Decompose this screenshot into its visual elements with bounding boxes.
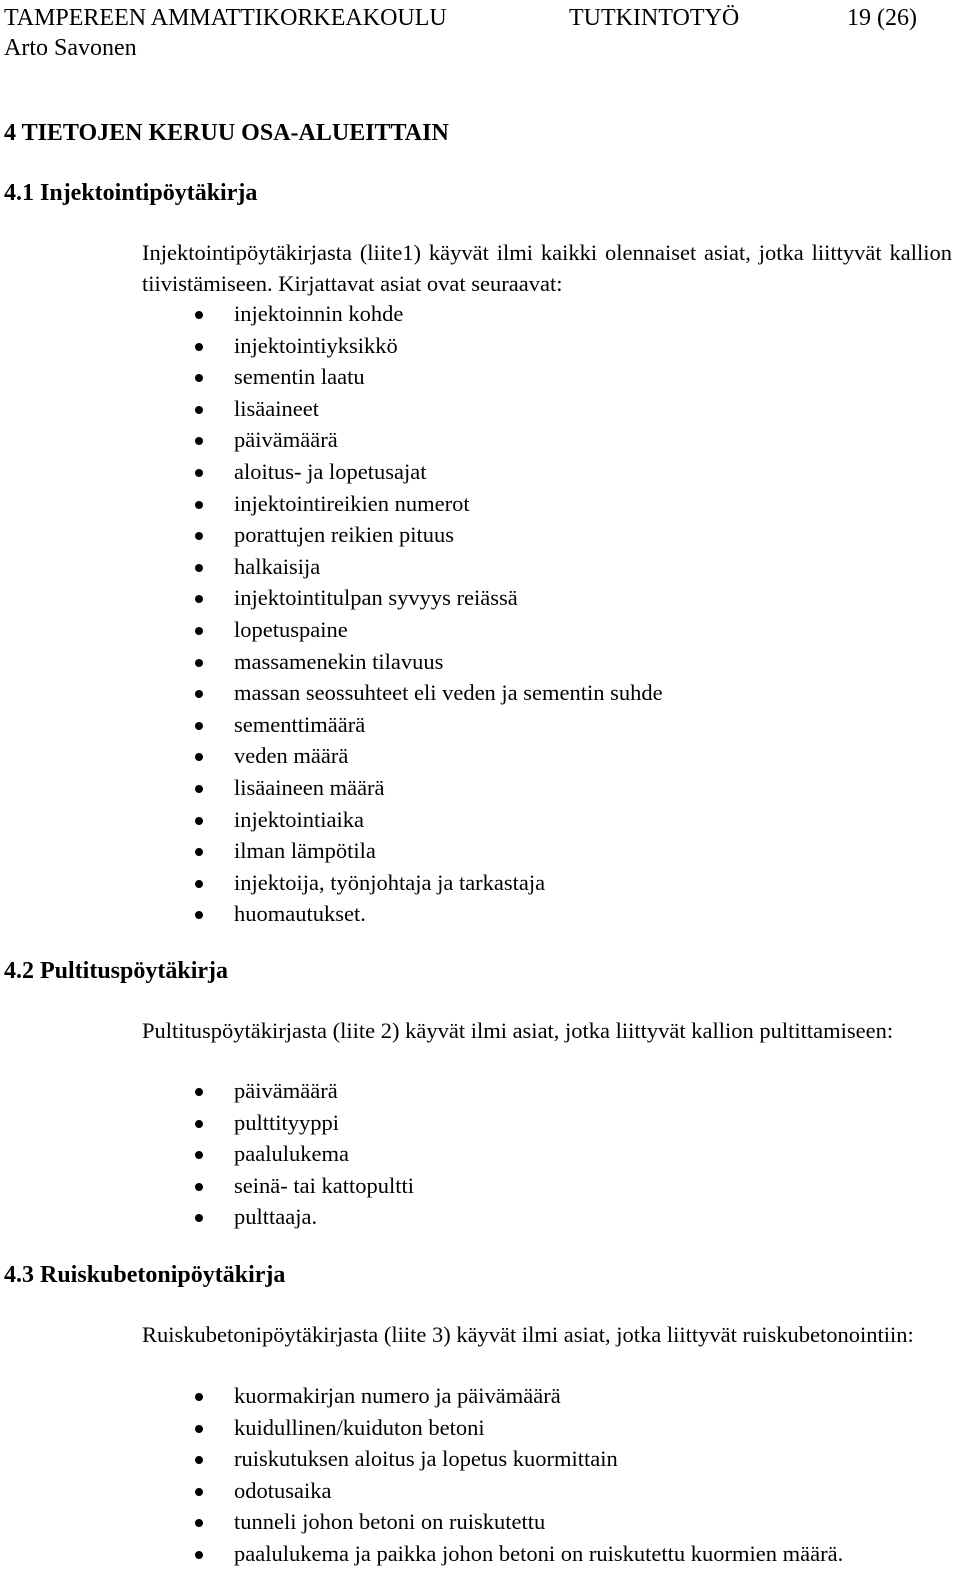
list-item bbox=[142, 804, 663, 836]
list-item-text: päivämäärä bbox=[234, 1078, 338, 1103]
bullet-icon bbox=[195, 1088, 203, 1096]
list-item bbox=[142, 709, 663, 741]
list-item-text: sementtimäärä bbox=[234, 711, 366, 737]
list-item bbox=[142, 393, 663, 425]
bullet-icon bbox=[195, 880, 203, 888]
list-item bbox=[142, 361, 663, 393]
list-item bbox=[142, 1506, 843, 1538]
section-heading-injektointi: 4.1 Injektointipöytäkirja bbox=[4, 180, 258, 206]
list-item-text: odotusaika bbox=[234, 1477, 332, 1503]
list-item-text: seinä- tai kattopultti bbox=[234, 1172, 414, 1198]
list-item bbox=[142, 582, 663, 614]
bullet-icon bbox=[195, 1393, 203, 1401]
section-paragraph-injektointi: Injektointipöytäkirjasta (liite1) käyvät ilmi kaikki olennaiset asiat, jotka liittyvät kallion tiivistämiseen. Kirjattavat asiat ovat seuraavat: bbox=[142, 240, 952, 296]
list-item-text: injektoija, työnjohtaja ja tarkastaja bbox=[234, 869, 546, 895]
list-item bbox=[142, 1170, 414, 1202]
list-item-text: kuidullinen/kuiduton betoni bbox=[234, 1414, 485, 1440]
list-item bbox=[142, 298, 663, 330]
list-item-text: lopetuspaine bbox=[234, 616, 348, 642]
list-item-text: paalulukema ja paikka johon betoni on ruiskutettu kuormien määrä. bbox=[234, 1540, 844, 1566]
bullet-list-injektointi bbox=[142, 298, 663, 930]
list-item-text: injektointireikien numerot bbox=[234, 490, 470, 516]
list-item bbox=[142, 551, 663, 583]
list-item bbox=[142, 1538, 843, 1570]
list-item bbox=[142, 519, 663, 551]
bullet-icon bbox=[195, 343, 203, 351]
bullet-icon bbox=[195, 753, 203, 761]
list-item-text: ruiskutuksen aloitus ja lopetus kuormittain bbox=[234, 1446, 618, 1472]
list-item-text: injektointitulpan syvyys reiässä bbox=[234, 585, 518, 611]
bullet-icon bbox=[195, 1183, 203, 1191]
list-item-text: aloitus- ja lopetusajat bbox=[234, 458, 427, 484]
section-heading-pultitus: 4.2 Pultituspöytäkirja bbox=[4, 958, 229, 984]
section-paragraph-ruiskubetoni: Ruiskubetonipöytäkirjasta (liite 3) käyvät ilmi asiat, jotka liittyvät ruiskubetonointiin: bbox=[142, 1322, 914, 1347]
list-item bbox=[142, 1412, 843, 1444]
bullet-icon bbox=[195, 564, 203, 572]
header-page-number: 19 (26) bbox=[847, 5, 917, 31]
list-item-text: ilman lämpötila bbox=[234, 838, 376, 864]
list-item-text: halkaisija bbox=[234, 553, 321, 579]
bullet-icon bbox=[195, 911, 203, 919]
bullet-icon bbox=[195, 1425, 203, 1433]
bullet-icon bbox=[195, 627, 203, 635]
list-item bbox=[142, 1107, 414, 1139]
list-item-text: päivämäärä bbox=[234, 427, 338, 453]
bullet-icon bbox=[195, 817, 203, 825]
list-item bbox=[142, 1138, 414, 1170]
list-item bbox=[142, 1201, 414, 1233]
list-item bbox=[142, 677, 663, 709]
list-item-text: tunneli johon betoni on ruiskutettu bbox=[234, 1509, 546, 1535]
list-item bbox=[142, 330, 663, 362]
list-item bbox=[142, 867, 663, 899]
header-author: Arto Savonen bbox=[4, 35, 137, 61]
list-item bbox=[142, 898, 663, 930]
list-item-text: massamenekin tilavuus bbox=[234, 648, 444, 674]
list-item-text: injektoinnin kohde bbox=[234, 301, 404, 326]
bullet-icon bbox=[195, 1519, 203, 1527]
bullet-icon bbox=[195, 1214, 203, 1222]
list-item bbox=[142, 614, 663, 646]
bullet-icon bbox=[195, 595, 203, 603]
bullet-icon bbox=[195, 785, 203, 793]
list-item bbox=[142, 424, 663, 456]
list-item bbox=[142, 772, 663, 804]
section-heading-ruiskubetoni: 4.3 Ruiskubetonipöytäkirja bbox=[4, 1262, 286, 1288]
bullet-icon bbox=[195, 311, 203, 319]
chapter-heading: 4 TIETOJEN KERUU OSA-ALUEITTAIN bbox=[4, 120, 449, 146]
list-item-text: veden määrä bbox=[234, 743, 349, 769]
list-item-text: pulttityyppi bbox=[234, 1109, 340, 1135]
bullet-icon bbox=[195, 501, 203, 509]
list-item bbox=[142, 1475, 843, 1507]
list-item bbox=[142, 1443, 843, 1475]
list-item bbox=[142, 646, 663, 678]
list-item-text: sementin laatu bbox=[234, 364, 365, 390]
list-item-text: injektointiaika bbox=[234, 806, 364, 832]
bullet-icon bbox=[195, 659, 203, 667]
list-item-text: injektointiyksikkö bbox=[234, 332, 398, 358]
bullet-icon bbox=[195, 1488, 203, 1496]
header-organization: TAMPEREEN AMMATTIKORKEAKOULU bbox=[4, 5, 447, 31]
list-item bbox=[142, 740, 663, 772]
bullet-icon bbox=[195, 437, 203, 445]
section-paragraph-pultitus: Pultituspöytäkirjasta (liite 2) käyvät ilmi asiat, jotka liittyvät kallion pultittamiseen: bbox=[142, 1018, 894, 1043]
list-item bbox=[142, 1075, 414, 1107]
bullet-icon bbox=[195, 532, 203, 540]
list-item-text: porattujen reikien pituus bbox=[234, 522, 454, 548]
bullet-icon bbox=[195, 469, 203, 477]
bullet-icon bbox=[195, 374, 203, 382]
list-item bbox=[142, 488, 663, 520]
bullet-icon bbox=[195, 1551, 203, 1559]
bullet-icon bbox=[195, 1151, 203, 1159]
bullet-icon bbox=[195, 406, 203, 414]
list-item-text: massan seossuhteet eli veden ja sementin suhde bbox=[234, 680, 663, 706]
list-item bbox=[142, 835, 663, 867]
bullet-list-ruiskubetoni bbox=[142, 1380, 843, 1570]
list-item-text: lisäaineen määrä bbox=[234, 774, 385, 800]
list-item bbox=[142, 1380, 843, 1412]
bullet-icon bbox=[195, 848, 203, 856]
bullet-icon bbox=[195, 690, 203, 698]
list-item-text: paalulukema bbox=[234, 1141, 349, 1167]
list-item bbox=[142, 456, 663, 488]
header-document-type: TUTKINTOTYÖ bbox=[569, 5, 740, 31]
bullet-list-pultitus bbox=[142, 1075, 414, 1233]
list-item-text: huomautukset. bbox=[234, 901, 366, 927]
list-item-text: kuormakirjan numero ja päivämäärä bbox=[234, 1383, 561, 1408]
list-item-text: pulttaaja. bbox=[234, 1204, 318, 1230]
bullet-icon bbox=[195, 1456, 203, 1464]
list-item-text: lisäaineet bbox=[234, 395, 319, 421]
bullet-icon bbox=[195, 1120, 203, 1128]
bullet-icon bbox=[195, 722, 203, 730]
